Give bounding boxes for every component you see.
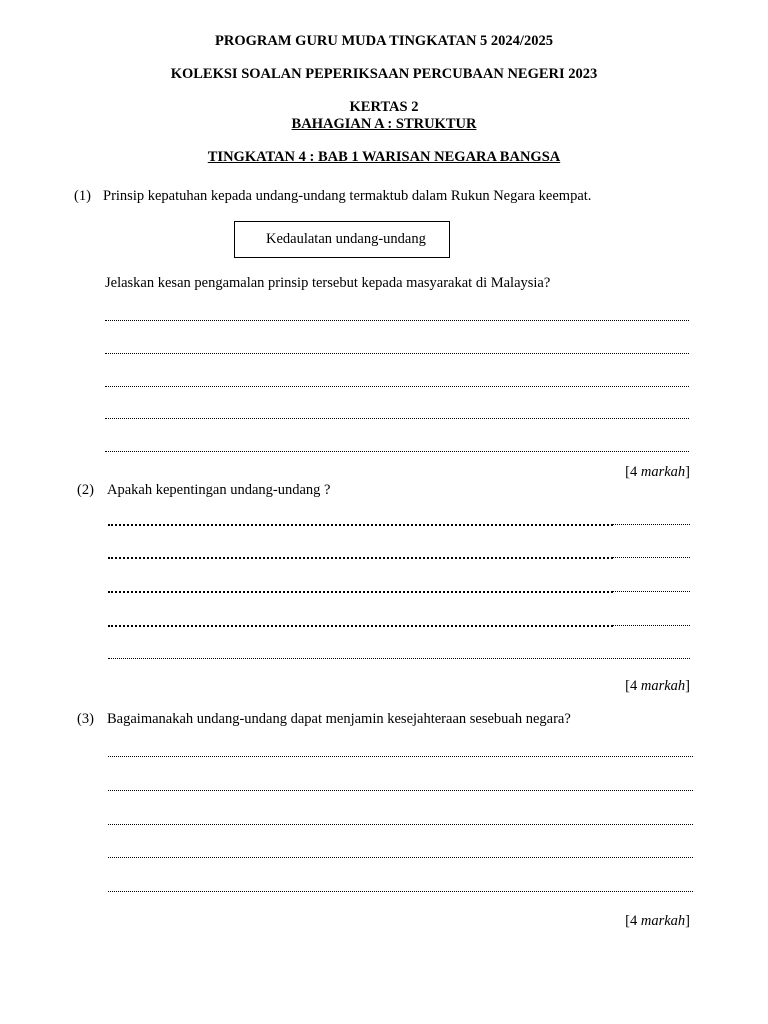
answer-line [613,557,690,558]
answer-line [108,857,693,858]
marks-open: [4 [625,678,641,694]
question-1-text: Prinsip kepatuhan kepada undang-undang termaktub dalam Rukun Negara keempat. [103,188,592,204]
marks-word: markah [640,678,686,694]
answer-line [108,557,613,559]
question-1-marks [625,464,690,481]
marks-open: [4 [625,913,641,929]
paper-title: KERTAS 2 [349,99,419,115]
answer-line [108,824,693,825]
marks-close: ] [685,464,690,480]
collection-title: KOLEKSI SOALAN PEPERIKSAAN PERCUBAAN NEGERI 2023 [170,66,598,82]
question-3-marks [625,913,690,930]
answer-line [613,524,690,525]
marks-close: ] [685,913,690,929]
marks-open: [4 [625,464,641,480]
question-2-text: Apakah kepentingan undang-undang ? [107,482,331,498]
marks-close: ] [685,678,690,694]
answer-line [108,591,613,593]
answer-line [108,524,613,526]
answer-line [108,891,693,892]
answer-line [108,790,693,791]
answer-line [105,386,689,387]
question-2-number: (2) [77,482,94,498]
answer-line [105,418,689,419]
answer-line [108,658,690,659]
question-1-boxed-principle: Kedaulatan undang-undang [234,221,450,258]
answer-line [613,625,690,626]
chapter-title: TINGKATAN 4 : BAB 1 WARISAN NEGARA BANGSA [207,149,561,165]
answer-line [105,353,689,354]
program-title: PROGRAM GURU MUDA TINGKATAN 5 2024/2025 [215,33,553,49]
section-title: BAHAGIAN A : STRUKTUR [291,116,477,132]
question-3-text: Bagaimanakah undang-undang dapat menjamin kesejahteraan sesebuah negara? [107,711,571,727]
marks-word: markah [640,913,686,929]
question-2-marks [625,678,690,695]
question-3-number: (3) [77,711,94,727]
marks-word: markah [640,464,686,480]
answer-line [613,591,690,592]
answer-line [108,625,613,627]
question-1-subtext: Jelaskan kesan pengamalan prinsip tersebut kepada masyarakat di Malaysia? [105,275,551,291]
answer-line [108,756,693,757]
question-1-number: (1) [74,188,91,204]
answer-line [105,320,689,321]
answer-line [105,451,689,452]
